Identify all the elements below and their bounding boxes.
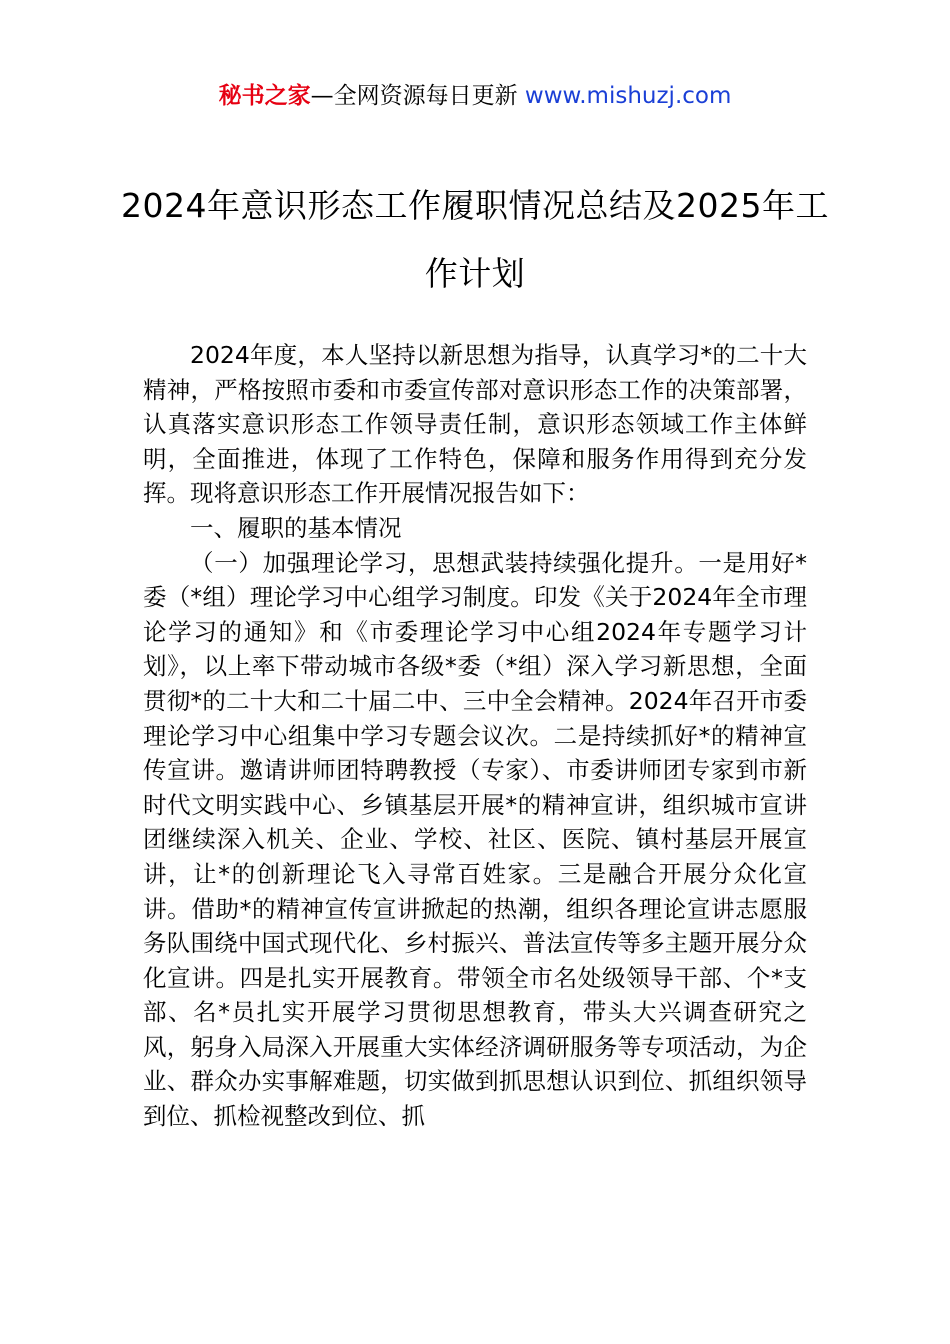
site-brand: 秘书之家 (218, 83, 311, 109)
intro-paragraph: 2024年度，本人坚持以新思想为指导，认真学习*的二十大精神，严格按照市委和市委宣传部对意识形态工作的决策部署，认真落实意识形态工作领导责任制，意识形态领域工作主体鲜明，全面推进，体现了工作特色，保障和服务作用得到充分发挥。现将意识形态工作开展情况报告如下： (143, 341, 807, 508)
document-body (143, 338, 807, 1134)
section-heading: 一、履职的基本情况 (190, 513, 402, 542)
body-paragraph: （一）加强理论学习，思想武装持续强化提升。一是用好*委（*组）理论学习中心组学习制度。印发《关于2024年全市理论学习的通知》和《市委理论学习中心组2024年专题学习计划》，以上率下带动城市各级*委（*组）深入学习新思想，全面贯彻*的二十大和二十届二中、三中全会精神。2024年召开市委理论学习中心组集中学习专题会议次。二是持续抓好*的精神宣传宣讲。邀请讲师团特聘教授（专家）、市委讲师团专家到市新时代文明实践中心、乡镇基层开展*的精神宣讲，组织城市宣讲团继续深入机关、企业、学校、社区、医院、镇村基层开展宣讲，让*的创新理论飞入寻常百姓家。三是融合开展分众化宣讲。借助*的精神宣传宣讲掀起的热潮，组织各理论宣讲志愿服务队围绕中国式现代化、乡村振兴、普法宣传等多主题开展分众化宣讲。四是扎实开展教育。带领全市名处级领导干部、个*支部、名*员扎实开展学习贯彻思想教育，带头大兴调查研究之风，躬身入局深入开展重大实体经济调研服务等专项活动，为企业、群众办实事解难题，切实做到抓思想认识到位、抓组织领导到位、抓检视整改到位、抓 (143, 548, 807, 1131)
site-url-link[interactable]: www.mishuzj.com (524, 83, 732, 109)
document-title: 2024年意识形态工作履职情况总结及2025年工作计划 (121, 186, 829, 293)
site-slogan: —全网资源每日更新 (310, 83, 525, 109)
site-header (0, 78, 950, 114)
